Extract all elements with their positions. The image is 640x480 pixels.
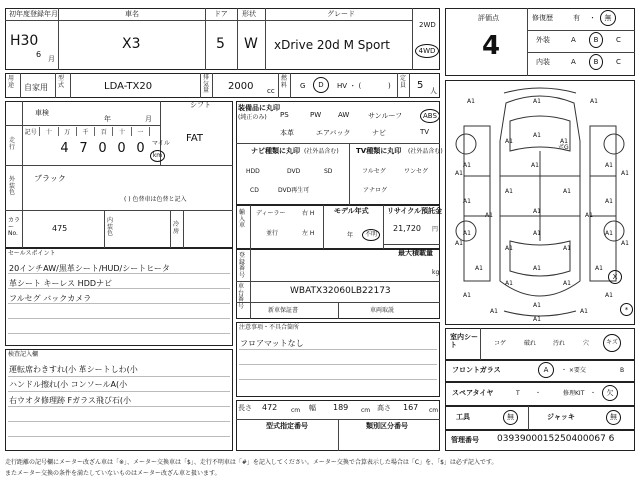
diagram-label-8: A1	[531, 162, 539, 169]
diagram-label-31: A1	[533, 316, 541, 323]
color-label: 外装色	[9, 176, 16, 197]
spare-label: スペアタイヤ	[452, 389, 494, 397]
color-code-label: カラーNo.	[8, 217, 21, 238]
doors-value: 5	[216, 36, 225, 52]
height-value: 167	[403, 403, 419, 412]
inspector-label: 検査記入欄	[8, 351, 39, 358]
shift-label: シフト	[190, 101, 211, 109]
fuel-d-circled: D	[313, 77, 329, 93]
tools-value-circled: 無	[503, 410, 518, 425]
equipment-label: 装備品に丸印	[238, 104, 280, 112]
diagram-label-34: A1	[455, 170, 463, 177]
exterior-b-circled: B	[589, 32, 603, 48]
recycle-fee-value: 21,720	[393, 224, 421, 233]
import-right: 右 H	[302, 210, 315, 217]
grade-label: グレード	[327, 10, 355, 18]
usage-label: 用途	[8, 75, 15, 89]
equipment-item2-1: エアバック	[316, 129, 351, 137]
displacement-value: 2000	[228, 81, 254, 92]
tv-sub: (社外品含む)	[408, 148, 443, 155]
diagram-label-1: A1	[533, 98, 541, 105]
spare-dot: ・	[535, 390, 542, 397]
diagram-label-11: A1	[463, 198, 471, 205]
score-label: 評価点	[478, 14, 499, 22]
manual-label: 車両取説	[370, 307, 395, 314]
first-reg-year: H30	[10, 33, 39, 49]
recycle-fee-label: リサイクル預託金	[387, 207, 443, 215]
diagram-label-20: A1	[563, 245, 571, 252]
exterior-c: C	[616, 36, 621, 44]
equipment-item2-3: TV	[420, 128, 430, 136]
repair-no-circled: 無	[600, 10, 616, 26]
jack-value-circled: 無	[606, 410, 621, 425]
mileage-label: 走行	[9, 137, 16, 151]
diagram-label-2: A1	[590, 98, 598, 105]
navi-dvd-play: DVD再生可	[278, 187, 310, 194]
diagram-label-23: A1	[533, 265, 541, 272]
seat-yabure: 破れ	[524, 340, 537, 347]
diagram-label-12: A1	[605, 198, 613, 205]
diagram-x-mark: X	[608, 270, 622, 284]
color-note: ( ) 色替車は色替と記入	[124, 196, 187, 203]
plate-label: 登録番号	[239, 252, 246, 279]
tv-analog: アナログ	[363, 187, 388, 194]
equipment-item-2: AW	[338, 111, 350, 119]
model-value: X3	[122, 36, 141, 52]
diagram-label-18: A1	[533, 230, 541, 237]
score-value: 4	[482, 31, 501, 61]
import-label: 輸入車	[239, 209, 246, 230]
diagram-label-28: A1	[533, 302, 541, 309]
seat-ana: 穴	[583, 340, 590, 347]
type-value: LDA-TX20	[104, 81, 153, 92]
diagram-label-0: A1	[467, 98, 475, 105]
diagram-label-13: A1	[533, 208, 541, 215]
sales-points-label: セールスポイント	[8, 250, 56, 257]
fuel-hv: HV ・ (	[337, 82, 362, 90]
mileage-unit-3: 千	[77, 127, 95, 136]
inspection-label: 車検	[35, 109, 49, 117]
tv-oneseg: ワンセグ	[404, 168, 429, 175]
equipment-row-1	[280, 109, 438, 123]
sales-point-line-2: 革シート キーレス HDDナビ	[9, 279, 113, 288]
mileage-unit-2: 万	[59, 127, 77, 136]
spare-kit: 修理KIT	[563, 390, 585, 397]
diagram-label-14: A1	[485, 212, 493, 219]
diagram-label-27: A1	[605, 292, 613, 299]
shape-value: W	[244, 36, 258, 52]
equipment-row-2	[280, 127, 438, 139]
jack-label: ジャッキ	[547, 413, 575, 421]
fuel-close: )	[388, 82, 391, 90]
diagram-label-7: A1	[605, 162, 613, 169]
model-year-unknown-circled: 不明	[362, 229, 380, 241]
chassis-value: WBATX32060LB22173	[290, 286, 391, 296]
equipment-item-1: PW	[310, 111, 322, 119]
navi-dvd: DVD	[287, 168, 301, 175]
mileage-unit-1: 十	[40, 127, 58, 136]
mgmt-label: 管理番号	[451, 436, 479, 444]
mileage-digit-1: 7	[79, 141, 88, 156]
grade-value: xDrive 20d M Sport	[274, 38, 390, 52]
diagram-label-16: A1	[463, 230, 471, 237]
cc-unit: cc	[267, 87, 275, 95]
navi-label: ナビ種類に丸印	[251, 147, 300, 155]
color-value: ブラック	[34, 174, 66, 183]
color-code-value: 475	[52, 224, 68, 233]
tv-fullseg: フルセグ	[362, 168, 386, 175]
tools-label: 工具	[456, 413, 470, 421]
navi-sd: SD	[324, 168, 333, 175]
mileage-unit-row	[22, 127, 150, 136]
notes-label: 注意事項・不具合箇所	[239, 324, 300, 331]
glass-label: フロントガラス	[452, 366, 501, 374]
diagram-label-10: A1	[563, 188, 571, 195]
spare-t: T	[516, 390, 520, 397]
equipment-item-4: ABS	[420, 109, 440, 123]
height-unit: cm	[429, 407, 439, 414]
diagram-label-17: A1	[605, 230, 613, 237]
sales-point-line-3: フルセグ バックカメラ	[9, 294, 92, 303]
capacity-label: 定員	[400, 75, 407, 89]
mileage-unit-6: 一	[132, 127, 150, 136]
yen-unit: 円	[432, 226, 439, 233]
mgmt-value: 0393900015250400067 6	[497, 434, 615, 444]
category-label: 類別区分番号	[366, 422, 408, 430]
warranty-label: 新車保証書	[268, 307, 299, 314]
length-label: 長さ	[238, 404, 252, 412]
diagram-label-25: A1	[563, 280, 571, 287]
capacity-unit: 人	[430, 87, 437, 95]
model-label: 車名	[125, 10, 139, 18]
diagram-center-note: ポG	[558, 144, 569, 151]
mile-unit: マイル	[152, 140, 170, 147]
mileage-digit-2: 0	[98, 141, 107, 156]
notes-block	[236, 322, 440, 397]
diagram-label-24: A1	[505, 280, 513, 287]
inspector-line-3: 右ウオタ修理跡 Fガラス飛び石(小	[9, 396, 132, 405]
width-unit: cm	[361, 407, 371, 414]
glass-replace: ・ ×要交	[561, 367, 586, 374]
diagram-label-21: A1	[475, 265, 483, 272]
diagram-label-15: A1	[585, 212, 593, 219]
mileage-digit-0: 4	[60, 141, 69, 156]
inspector-line-1: 運転席わきすれ(小 革シートしわ(小	[9, 365, 138, 374]
interior-b-circled: B	[589, 54, 603, 70]
spare-dot-2: ・	[590, 390, 597, 397]
mileage-digit-row	[55, 141, 150, 159]
shift-value: FAT	[186, 133, 204, 144]
tv-label: TV種類に丸印	[356, 147, 402, 155]
footer-line-2: またメーター交換の条件を満たしていないものはメーター改ざん車と扱います。	[5, 470, 221, 477]
diagram-label-26: A1	[463, 292, 471, 299]
interior-label: 内装	[536, 58, 550, 66]
glass-b: B	[620, 367, 625, 374]
max-load-unit: kg	[432, 269, 440, 276]
mileage-unit-5: 十	[113, 127, 131, 136]
navi-hdd: HDD	[246, 168, 260, 175]
inspection-month: 月	[145, 115, 152, 123]
displacement-label: 排気量	[203, 74, 210, 95]
inspector-line-2: ハンドル擦れ(小 コンソールA(小	[9, 380, 128, 389]
type-label: 型式	[58, 75, 65, 89]
month-unit: 月	[48, 55, 55, 63]
diagram-star-mark: *	[620, 303, 633, 316]
equipment-item2-0: 本革	[280, 129, 294, 137]
equipment-item-0: PS	[280, 111, 289, 119]
capacity-value: 5	[417, 80, 424, 91]
diagram-label-35: A1	[621, 170, 629, 177]
interior-a: A	[571, 58, 576, 66]
equipment-item-3: サンルーフ	[368, 112, 403, 120]
equipment-sub: (純正のみ)	[238, 114, 267, 121]
seat-kizu-circled: キズ	[603, 334, 621, 352]
equipment-item2-2: ナビ	[372, 129, 386, 137]
navi-cd: CD	[250, 187, 259, 194]
aircon-label: 冷房	[173, 221, 180, 235]
fuel-g: G	[300, 82, 306, 90]
diagram-label-33: A1	[621, 240, 629, 247]
doors-label: ドア	[214, 10, 228, 18]
interior-c: C	[616, 58, 621, 66]
mileage-digit-3: 0	[117, 141, 126, 156]
notes-line-1: フロアマットなし	[240, 339, 304, 348]
diagram-label-4: A1	[505, 138, 513, 145]
glass-a-circled: A	[538, 362, 554, 378]
import-parallel: 並行	[266, 230, 279, 237]
diagram-label-32: A1	[455, 240, 463, 247]
type-spec-label: 型式指定番号	[266, 422, 308, 430]
exterior-label: 外装	[536, 36, 550, 44]
length-unit: cm	[291, 407, 301, 414]
width-value: 189	[333, 403, 349, 412]
seat-yogore: 汚れ	[553, 340, 566, 347]
interior-color-label: 内装色	[107, 217, 114, 238]
repair-yes: 有	[573, 14, 580, 22]
max-load-label: 最大積載量	[398, 249, 433, 257]
mileage-unit-0: 記号	[22, 127, 40, 136]
diagram-label-19: A1	[505, 245, 513, 252]
mileage-unit-4: 百	[95, 127, 113, 136]
height-label: 高さ	[377, 404, 391, 412]
first-reg-label: 初年度登録年月	[9, 10, 58, 18]
navi-sub: (社外品含む)	[304, 148, 339, 155]
diagram-label-22: A1	[595, 265, 603, 272]
model-year-unit: 年	[347, 232, 354, 239]
diagram-labels	[445, 80, 635, 325]
sales-point-line-1: 20インチAW/黒革シート/HUD/シートヒータ	[9, 264, 170, 273]
import-dealer: ディーラー	[256, 210, 286, 217]
drive-4wd-circled: 4WD	[415, 44, 439, 58]
first-reg-month: 6	[36, 50, 42, 59]
exterior-a: A	[571, 36, 576, 44]
length-value: 472	[262, 403, 278, 412]
diagram-label-30: A1	[580, 308, 588, 315]
mileage-digit-4: 0	[136, 141, 145, 156]
model-year-label: モデル年式	[334, 207, 369, 215]
usage-value: 自家用	[24, 83, 48, 92]
repair-label: 修復歴	[532, 14, 553, 22]
diagram-label-9: A1	[505, 188, 513, 195]
spare-none-circled: 欠	[602, 385, 618, 401]
repair-sep: ・	[589, 14, 596, 22]
import-left: 左 H	[302, 230, 315, 237]
diagram-label-29: A1	[490, 308, 498, 315]
chassis-label: 車台番号	[238, 283, 245, 310]
fuel-label: 燃料	[281, 75, 288, 89]
diagram-label-6: A1	[463, 162, 471, 169]
km-unit-circled: km	[150, 150, 165, 162]
drive-2wd: 2WD	[419, 21, 436, 29]
width-label: 幅	[309, 404, 316, 412]
interior-seat-label: 室内シート	[450, 333, 478, 349]
inspection-year: 年	[104, 115, 111, 123]
footer-line-1: 走行距離の記号欄にメーター改ざん車は「※」、メーター交換車は「$」、走行不明車は「#」を記入してください。メーター交換で合算表示した場合は「C」を、「$」は必ず記入です。	[5, 459, 498, 466]
seat-koge: コゲ	[494, 340, 507, 347]
diagram-label-3: A1	[533, 132, 541, 139]
diagram-label-5: A1	[560, 138, 568, 145]
shape-label: 形状	[242, 10, 256, 18]
